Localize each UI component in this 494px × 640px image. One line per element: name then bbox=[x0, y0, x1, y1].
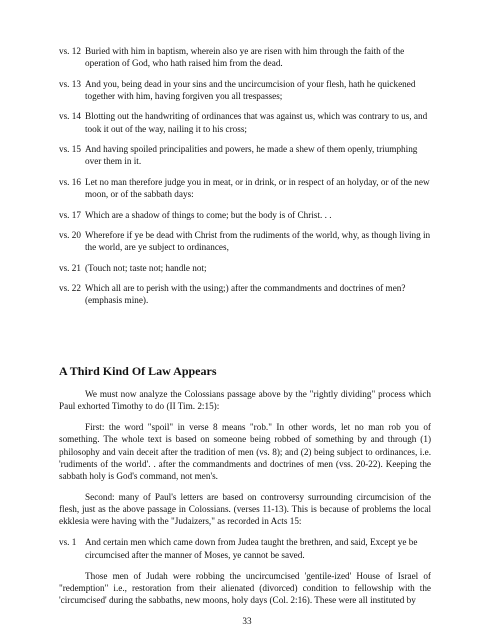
verse-text: Wherefore if ye be dead with Christ from the rudiments of the world, why, as though living in the world, are ye subject to ordinances, bbox=[85, 230, 431, 253]
page-number: 33 bbox=[242, 616, 252, 626]
paragraph: First: the word "spoil" in verse 8 means "rob." In other words, let no man rob you of something. The whole text is based on someone being robbed of something by and through (1) philosophy and vain deceit after the tradition of men (vs. 8); and (2) being subject to ordinances, i.e. 'rudiments of the world'. . after the commandments and doctrines of men (vss. 20-22). Keeping the sabbath holy is God's command, not men's. bbox=[59, 422, 431, 482]
verse-list bbox=[59, 45, 431, 315]
verse-text: Which all are to perish with the using;) after the commandments and doctrines of men? (emphasis mine). bbox=[85, 283, 406, 306]
verse-item bbox=[59, 78, 431, 102]
verse-text: And you, being dead in your sins and the uncircumcision of your flesh, hath he quickened together with him, having forgiven you all trespasses; bbox=[85, 78, 416, 101]
verse-item bbox=[59, 110, 431, 134]
verse-number: vs. 1 bbox=[59, 537, 77, 548]
verse-item bbox=[59, 45, 431, 69]
body-text bbox=[59, 388, 431, 615]
verse-item bbox=[59, 229, 431, 253]
section-heading: A Third Kind Of Law Appears bbox=[59, 364, 217, 378]
quoted-verse bbox=[59, 536, 431, 560]
paragraph: Those men of Judah were robbing the uncircumcised 'gentile-ized' House of Israel of "redemption" i.e., restoration from their alienated (divorced) condition to fellowship with the 'circumcised' during the sabbaths, new moons, holy days (Col. 2:16). These were all instituted by bbox=[59, 570, 431, 606]
verse-item bbox=[59, 209, 431, 221]
verse-text: Buried with him in baptism, wherein also ye are risen with him through the faith of the operation of God, who hath raised him from the dead. bbox=[85, 46, 405, 69]
verse-text: (Touch not; taste not; handle not; bbox=[85, 262, 207, 273]
verse-text: Blotting out the handwriting of ordinances that was against us, which was contrary to us, and took it out of the way, nailing it to his cross; bbox=[85, 111, 428, 134]
verse-number: vs. 22 bbox=[59, 283, 81, 294]
verse-number: vs. 15 bbox=[59, 144, 81, 155]
verse-text: Which are a shadow of things to come; but the body is of Christ. . . bbox=[85, 209, 332, 220]
verse-number: vs. 14 bbox=[59, 111, 81, 122]
verse-number: vs. 17 bbox=[59, 209, 81, 220]
verse-text: And having spoiled principalities and powers, he made a shew of them openly, triumphing over them in it. bbox=[85, 144, 418, 167]
verse-item bbox=[59, 176, 431, 200]
paragraph: We must now analyze the Colossians passage above by the "rightly dividing" process which Paul exhorted Timothy to do (II Tim. 2:15): bbox=[59, 389, 431, 412]
verse-number: vs. 16 bbox=[59, 176, 81, 187]
verse-item bbox=[59, 282, 431, 306]
verse-number: vs. 20 bbox=[59, 230, 81, 241]
verse-item bbox=[59, 143, 431, 167]
verse-number: vs. 21 bbox=[59, 262, 81, 273]
verse-text: And certain men which came down from Judea taught the brethren, and said, Except ye be circumcised after the manner of Moses, ye cannot be saved. bbox=[85, 537, 418, 560]
verse-number: vs. 13 bbox=[59, 78, 81, 89]
verse-text: Let no man therefore judge you in meat, or in drink, or in respect of an holyday, or of the new moon, or of the sabbath days: bbox=[85, 176, 430, 200]
paragraph: Second: many of Paul's letters are based on controversy surrounding circumcision of the flesh, just as the above passage in Colossians. (verses 11-13). This is because of problems the local ekklesia were having with the "Judaizers," as recorded in Acts 15: bbox=[59, 492, 431, 527]
verse-number: vs. 12 bbox=[59, 46, 81, 56]
verse-item bbox=[59, 262, 431, 274]
